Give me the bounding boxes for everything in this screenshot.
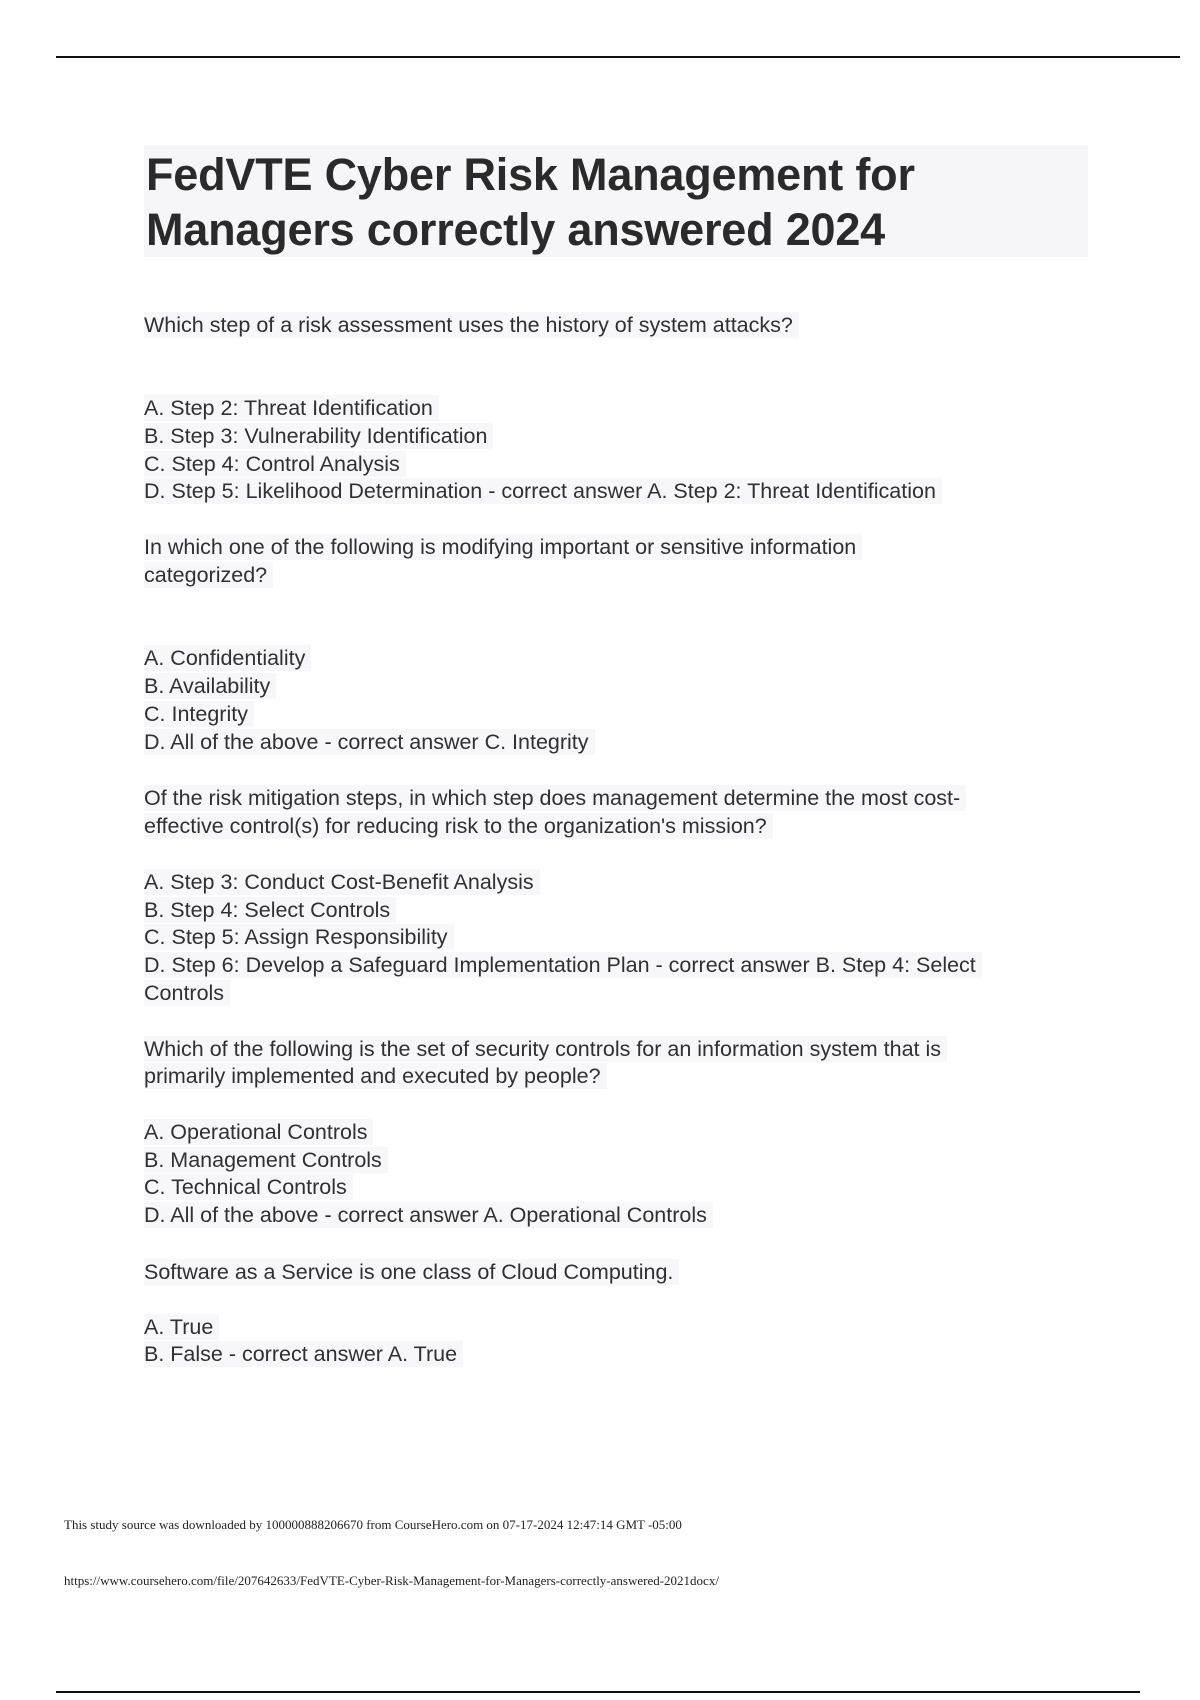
question-3-option-a: A. Step 3: Conduct Cost-Benefit Analysis xyxy=(144,869,540,895)
question-3-option-c: C. Step 5: Assign Responsibility xyxy=(144,924,454,950)
question-3-option-d-answer-cont: Controls xyxy=(144,980,230,1006)
question-4-option-a: A. Operational Controls xyxy=(144,1119,373,1145)
question-3-text: Of the risk mitigation steps, in which step does management determine the most cost- xyxy=(144,785,966,811)
question-5-text: Software as a Service is one class of Cloud Computing. xyxy=(144,1259,679,1285)
question-5-option-a: A. True xyxy=(144,1314,219,1340)
question-4-option-c: C. Technical Controls xyxy=(144,1174,353,1200)
question-1-text: Which step of a risk assessment uses the history of system attacks? xyxy=(144,312,799,338)
title-line-2: Managers correctly answered 2024 xyxy=(146,204,886,255)
question-4-option-b: B. Management Controls xyxy=(144,1147,388,1173)
question-1-option-c: C. Step 4: Control Analysis xyxy=(144,451,406,477)
question-1-option-d-answer: D. Step 5: Likelihood Determination - correct answer A. Step 2: Threat Identification xyxy=(144,478,942,504)
question-4-text-cont: primarily implemented and executed by people? xyxy=(144,1063,607,1089)
question-3-option-d-answer: D. Step 6: Develop a Safeguard Implementation Plan - correct answer B. Step 4: Select xyxy=(144,952,982,978)
bottom-rule xyxy=(56,1691,1140,1693)
question-5-option-b-answer: B. False - correct answer A. True xyxy=(144,1341,463,1367)
question-2-text: In which one of the following is modifying important or sensitive information xyxy=(144,534,862,560)
top-rule xyxy=(56,56,1180,58)
question-1-option-b: B. Step 3: Vulnerability Identification xyxy=(144,423,493,449)
question-3-text-cont: effective control(s) for reducing risk to the organization's mission? xyxy=(144,813,773,839)
question-2-option-c: C. Integrity xyxy=(144,701,254,727)
source-url: https://www.coursehero.com/file/207642633/FedVTE-Cyber-Risk-Management-for-Managers-correctly-answered-2021docx/ xyxy=(64,1573,719,1588)
question-4-option-d-answer: D. All of the above - correct answer A. Operational Controls xyxy=(144,1202,713,1228)
question-2-option-d-answer: D. All of the above - correct answer C. Integrity xyxy=(144,729,595,755)
question-2-option-b: B. Availability xyxy=(144,673,276,699)
question-4-text: Which of the following is the set of security controls for an information system that is xyxy=(144,1036,947,1062)
question-2-text-cont: categorized? xyxy=(144,562,273,588)
download-note: This study source was downloaded by 100000888206670 from CourseHero.com on 07-17-2024 12:47:14 GMT -05:00 xyxy=(64,1517,682,1532)
title-line-1: FedVTE Cyber Risk Management for xyxy=(146,149,915,200)
question-2-option-a: A. Confidentiality xyxy=(144,645,311,671)
question-3-option-b: B. Step 4: Select Controls xyxy=(144,897,396,923)
document-title xyxy=(146,147,915,257)
question-1-option-a: A. Step 2: Threat Identification xyxy=(144,395,439,421)
